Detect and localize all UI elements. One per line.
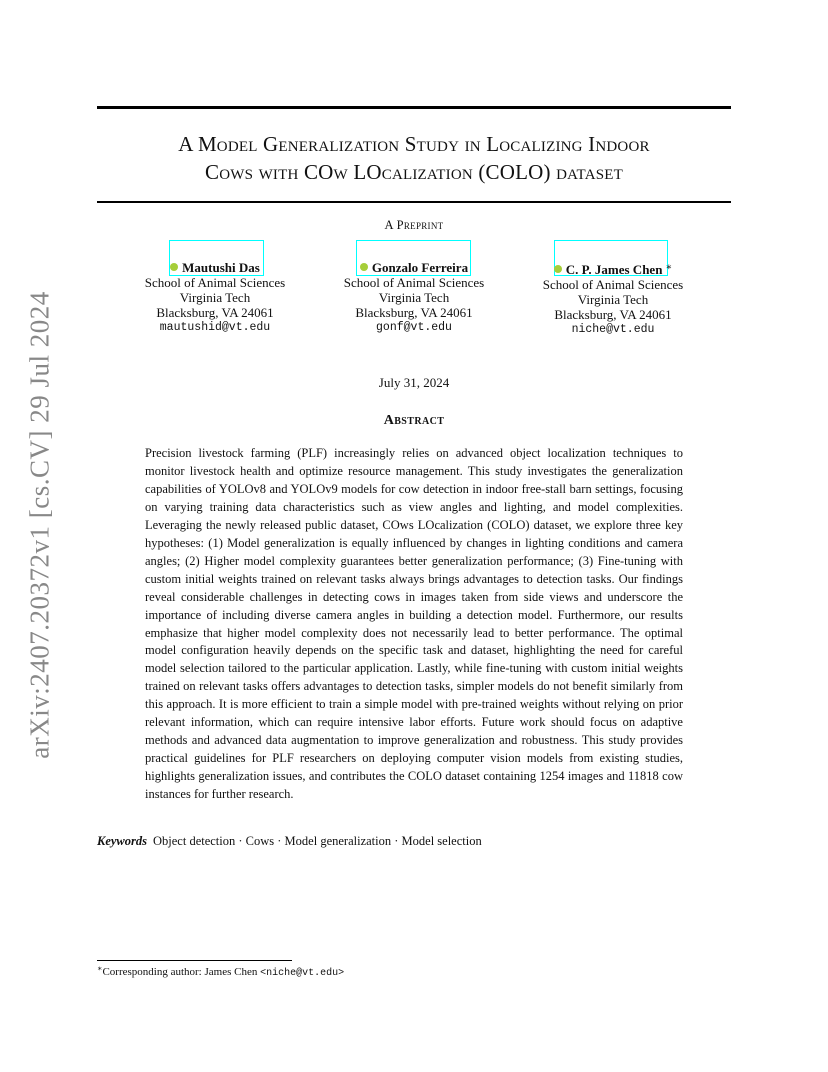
footnote-rule	[97, 960, 292, 961]
paper-title	[60, 130, 768, 186]
author-block	[513, 260, 713, 337]
title-line-1: A Model Generalization Study in Localizing Indoor	[178, 132, 650, 156]
keywords	[97, 834, 482, 849]
author-email[interactable]: niche@vt.edu	[571, 323, 655, 336]
author-institution: Virginia Tech	[378, 290, 450, 305]
abstract-heading: Abstract	[383, 413, 445, 428]
preprint-label: A Preprint	[384, 218, 444, 232]
author-name[interactable]: C. P. James Chen	[565, 262, 663, 277]
author-block	[115, 260, 315, 335]
author-affiliation: School of Animal Sciences	[343, 275, 485, 290]
author-email[interactable]: gonf@vt.edu	[376, 321, 452, 334]
author-affiliation: School of Animal Sciences	[144, 275, 286, 290]
abstract-body: Precision livestock farming (PLF) increasingly relies on advanced object localization techniques to monitor livestock health and optimize resource management. This study investigates the generalization capabilities of YOLOv8 and YOLOv9 models for cow detection in indoor free-stall barn settings, focusing on varying training data characteristics such as view angles and lighting, and model complexities. Leveraging the newly released public dataset, COws LOcalization (COLO) dataset, we explore three key hypotheses: (1) Model generalization is equally influenced by changes in lighting conditions and camera angles; (2) Higher model complexity guarantees better generalization performance; (3) Fine-tuning with custom initial weights trained on relevant tasks always brings advantages to detection tasks. Our findings reveal considerable challenges in detecting cows in images taken from side views and underscore the importance of including diverse camera angles in building a detection model. Furthermore, our results emphasize that higher model complexity does not necessarily lead to better performance. The optimal model configuration heavily depends on the specific task and dataset, highlighting the need for careful model selection tailored to the particular application. Lastly, while fine-tuning with custom initial weights trained on relevant tasks offers advantages to detection tasks, simpler models do not benefit similarly from this approach. It is more efficient to train a simple model with pre-trained weights without relying on prior relevant information, which can require intensive labor efforts. Future work should focus on adaptive methods and advanced data augmentation to improve generalization and robustness. This study provides practical guidelines for PLF researchers on deploying computer vision models from existing studies, highlights generalization issues, and contributes the COLO dataset containing 1254 images and 11818 cow instances for further research.	[145, 446, 683, 802]
author-affiliation: School of Animal Sciences	[542, 277, 684, 292]
footnote-marker: ∗	[97, 964, 103, 973]
keywords-label: Keywords	[97, 834, 147, 848]
title-top-rule	[97, 106, 731, 109]
author-marker: ∗	[665, 262, 673, 273]
arxiv-identifier: arXiv:2407.20372v1 [cs.CV] 29 Jul 2024	[24, 291, 55, 759]
author-institution: Virginia Tech	[179, 290, 251, 305]
orcid-icon[interactable]	[360, 263, 368, 271]
author-address: Blacksburg, VA 24061	[156, 305, 274, 320]
footnote-email[interactable]: <niche@vt.edu>	[260, 968, 345, 979]
footnote	[97, 964, 344, 979]
title-line-2: Cows with COw LOcalization (COLO) dataset	[204, 160, 624, 184]
keywords-text: Object detection · Cows · Model generalization · Model selection	[153, 834, 482, 848]
footnote-text: Corresponding author: James Chen	[102, 966, 261, 978]
author-email[interactable]: mautushid@vt.edu	[159, 321, 271, 334]
author-address: Blacksburg, VA 24061	[355, 305, 473, 320]
orcid-icon[interactable]	[170, 263, 178, 271]
author-name[interactable]: Mautushi Das	[182, 260, 260, 275]
author-institution: Virginia Tech	[577, 292, 649, 307]
orcid-icon[interactable]	[554, 265, 562, 273]
author-block	[314, 260, 514, 335]
author-address: Blacksburg, VA 24061	[554, 307, 672, 322]
author-name[interactable]: Gonzalo Ferreira	[371, 260, 469, 275]
publication-date: July 31, 2024	[378, 375, 450, 390]
title-bottom-rule	[97, 201, 731, 203]
